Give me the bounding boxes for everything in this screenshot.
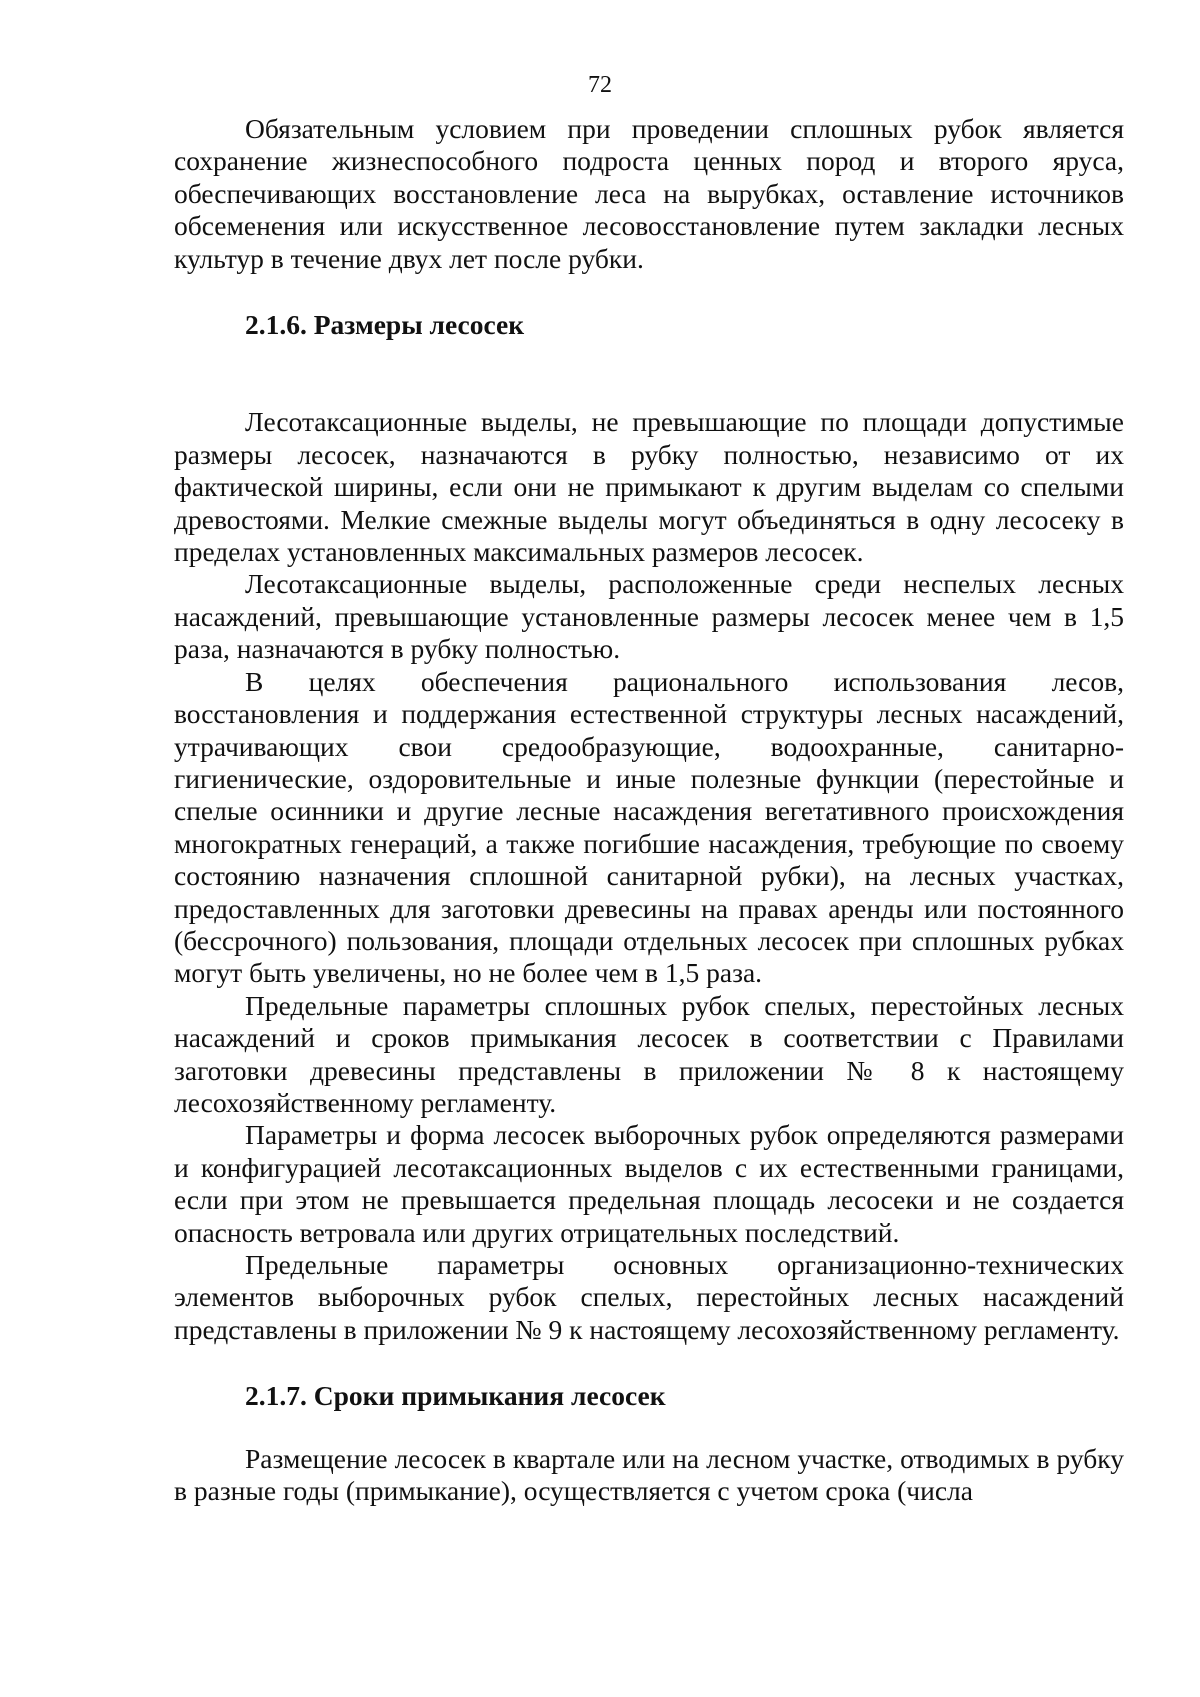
page-content <box>174 113 1124 1507</box>
paragraph: Предельные параметры основных организационно-технических элементов выборочных рубок спелых, перестойных лесных насаждений представлены в приложении № 9 к настоящему лесохозяйственному регламенту. <box>174 1249 1124 1345</box>
section-heading-lesosek-sizes: 2.1.6. Размеры лесосек <box>245 309 525 341</box>
paragraph: Лесотаксационные выделы, не превышающие по площади допустимые размеры лесосек, назначаются в рубку полностью, независимо от их фактической ширины, если они не примыкают к другим выделам со спелыми древостоями. Мелкие смежные выделы могут объединяться в одну лесосеку в пределах установленных максимальных размеров лесосек. <box>174 406 1124 568</box>
section-heading-adjacency-terms: 2.1.7. Сроки примыкания лесосек <box>245 1380 666 1412</box>
paragraph: Лесотаксационные выделы, расположенные среди неспелых лесных насаждений, превышающие установленные размеры лесосек менее чем в 1,5 раза, назначаются в рубку полностью. <box>174 568 1124 665</box>
paragraph: Предельные параметры сплошных рубок спелых, перестойных лесных насаждений и сроков примыкания лесосек в соответствии с Правилами заготовки древесины представлены в приложении № 8 к настоящему лесохозяйственному регламенту. <box>174 989 1124 1118</box>
paragraph: В целях обеспечения рационального использования лесов, восстановления и поддержания естественной структуры лесных насаждений, утрачивающих свои средообразующие, водоохранные, санитарно-гигиенические, оздоровительные и иные полезные функции (перестойные и спелые осинники и другие лесные насаждения вегетативного происхождения многократных генераций, а также погибшие насаждения, требующие по своему состоянию назначения сплошной санитарной рубки), на лесных участках, предоставленных для заготовки древесины на правах аренды или постоянного (бессрочного) пользования, площади отдельных лесосек при сплошных рубках могут быть увеличены, но не более чем в 1,5 раза. <box>174 665 1124 989</box>
paragraph: Параметры и форма лесосек выборочных рубок определяются размерами и конфигурацией лесотаксационных выделов с их естественными границами, если при этом не превышается предельная площадь лесосеки и не создается опасность ветровала или других отрицательных последствий. <box>174 1119 1124 1248</box>
section-body-adjacency-terms <box>174 1443 1124 1508</box>
paragraph-intro: Обязательным условием при проведении сплошных рубок является сохранение жизнеспособного подроста ценных пород и второго яруса, обеспечивающих восстановление леса на вырубках, оставление источников обсеменения или искусственное лесовосстановление путем закладки лесных культур в течение двух лет после рубки. <box>174 113 1124 274</box>
page-number: 72 <box>588 72 612 98</box>
section-body-lesosek-sizes <box>174 406 1124 1346</box>
paragraph: Размещение лесосек в квартале или на лесном участке, отводимых в рубку в разные годы (примыкание), осуществляется с учетом срока (числа <box>174 1442 1124 1507</box>
